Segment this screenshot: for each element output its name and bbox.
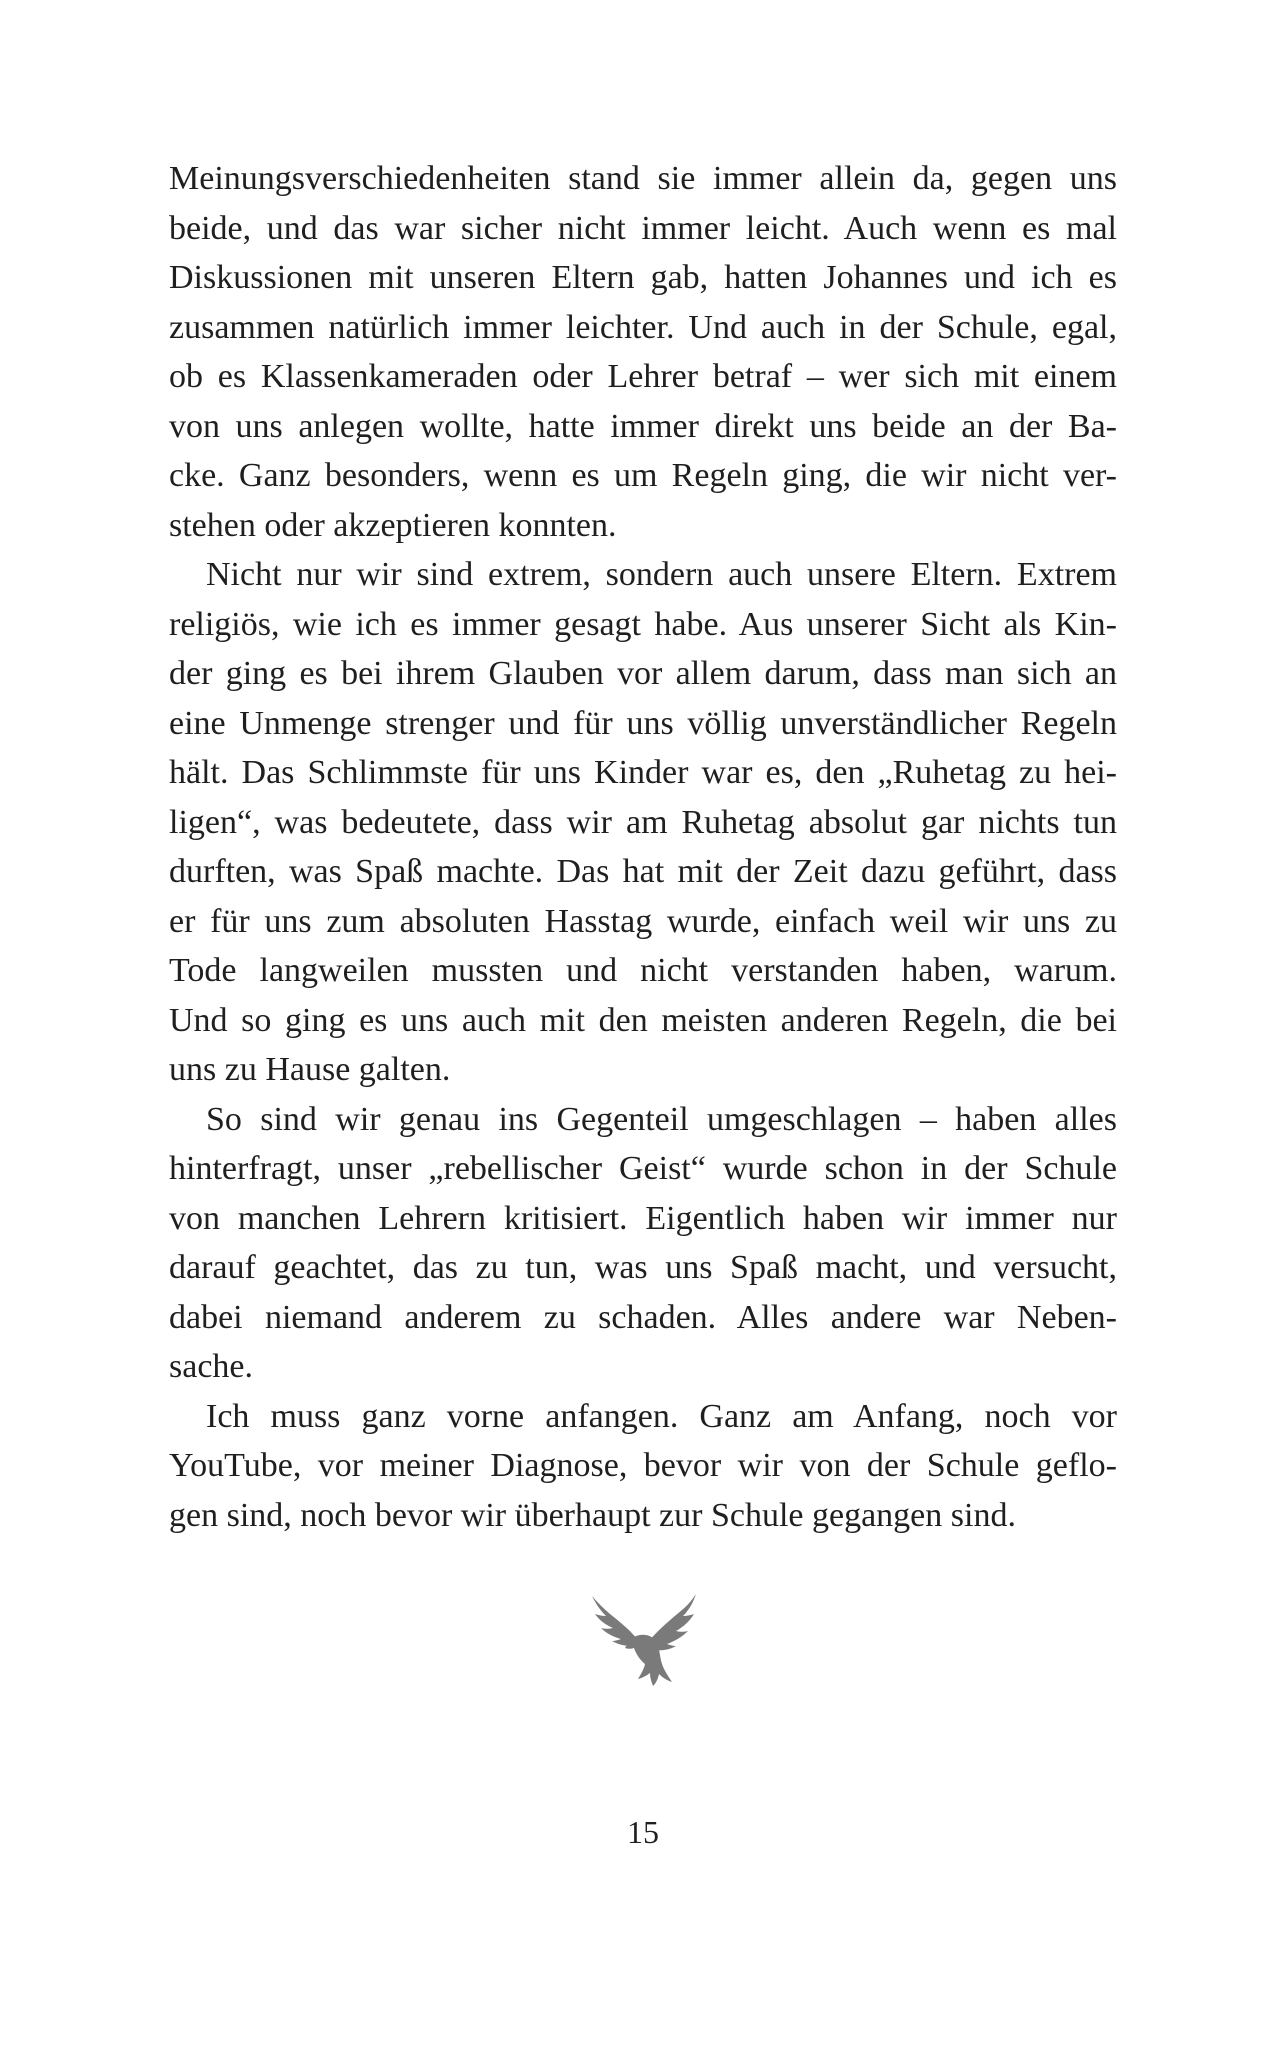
text-line: gen sind, noch bevor wir überhaupt zur Schule gegangen sind. (169, 1496, 1016, 1534)
text-line: von uns anlegen wollte, hatte immer direkt uns beide an der Ba- (169, 407, 1117, 445)
eagle-icon (590, 1594, 698, 1686)
text-line: stehen oder akzeptieren konnten. (169, 506, 617, 544)
text-line: Nicht nur wir sind extrem, sondern auch unsere Eltern. Extrem (206, 556, 1117, 593)
text-line: dabei niemand anderem zu schaden. Alles andere war Neben- (169, 1298, 1117, 1336)
text-line: zusammen natürlich immer leichter. Und auch in der Schule, egal, (169, 308, 1117, 346)
text-line: eine Unmenge strenger und für uns völlig unverständlicher Regeln (169, 704, 1117, 742)
text-line: uns zu Hause galten. (169, 1051, 451, 1088)
text-line: ob es Klassenkameraden oder Lehrer betraf – wer sich mit einem (169, 358, 1117, 395)
body-text (169, 154, 1117, 1540)
text-line: Meinungsverschiedenheiten stand sie immer allein da, gegen uns (169, 160, 1117, 197)
paragraph-2 (169, 550, 1117, 1095)
text-line: Und so ging es uns auch mit den meisten anderen Regeln, die bei (169, 1001, 1117, 1039)
text-line: So sind wir genau ins Gegenteil umgeschlagen – haben alles (206, 1100, 1117, 1138)
text-line: von manchen Lehrern kritisiert. Eigentlich haben wir immer nur (169, 1199, 1117, 1237)
text-line: hält. Das Schlimmste für uns Kinder war es, den „Ruhetag zu hei- (169, 754, 1117, 791)
text-line: darauf geachtet, das zu tun, was uns Spaß macht, und versucht, (169, 1249, 1117, 1286)
text-line: Diskussionen mit unseren Eltern gab, hatten Johannes und ich es (169, 259, 1117, 296)
text-line: sache. (169, 1348, 254, 1385)
text-line: Tode langweilen mussten und nicht verstanden haben, warum. (169, 952, 1117, 989)
text-line: cke. Ganz besonders, wenn es um Regeln ging, die wir nicht ver- (169, 457, 1117, 494)
text-line: YouTube, vor meiner Diagnose, bevor wir von der Schule geflo- (169, 1447, 1117, 1484)
paragraph-1 (169, 154, 1117, 550)
text-line: er für uns zum absoluten Hasstag wurde, einfach weil wir uns zu (169, 902, 1117, 940)
text-line: ligen“, was bedeutete, dass wir am Ruhetag absolut gar nichts tun (169, 803, 1117, 841)
paragraph-3 (169, 1095, 1117, 1392)
text-line: durften, was Spaß machte. Das hat mit der Zeit dazu geführt, dass (169, 853, 1117, 890)
text-line: der ging es bei ihrem Glauben vor allem darum, dass man sich an (169, 655, 1117, 692)
page-number: 15 (627, 1814, 659, 1850)
paragraph-4 (169, 1392, 1117, 1541)
text-line: Ich muss ganz vorne anfangen. Ganz am Anfang, noch vor (206, 1397, 1117, 1435)
text-line: hinterfragt, unser „rebellischer Geist“ wurde schon in der Schule (169, 1150, 1117, 1187)
text-line: beide, und das war sicher nicht immer leicht. Auch wenn es mal (169, 209, 1117, 247)
text-line: religiös, wie ich es immer gesagt habe. Aus unserer Sicht als Kin- (169, 605, 1117, 643)
